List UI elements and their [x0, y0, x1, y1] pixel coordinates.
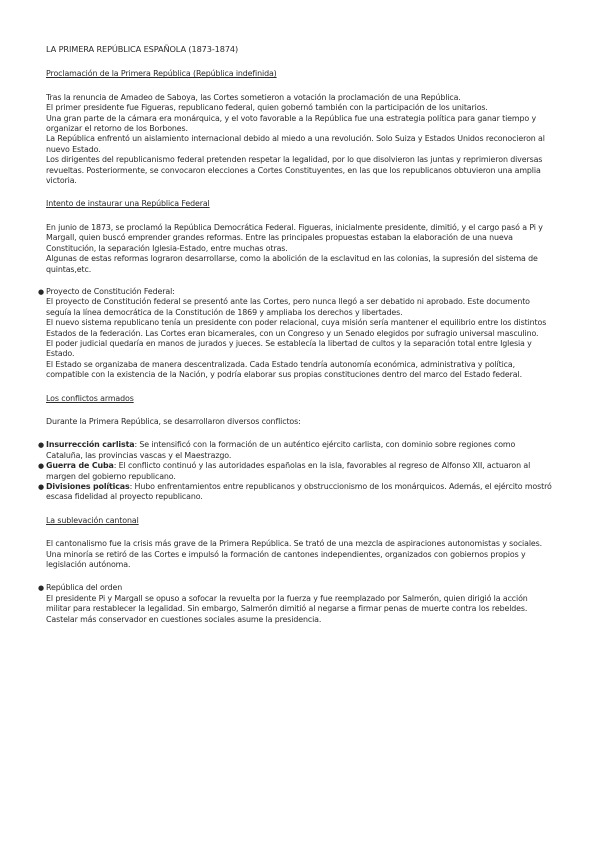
list-item: [38, 286, 554, 381]
section-republica-federal: [38, 199, 554, 380]
section-heading: Los conflictos armados: [46, 393, 134, 403]
paragraph: En junio de 1873, se proclamó la República Democrática Federal. Figueras, inicialmente presidente, dimitió, y el cargo pasó a Pi y Margall, quien buscó emprender grandes reformas. Entre las principales propuestas estaban la elaboración de una nueva Constitución, la separación Iglesia-Estado, entre muchas otras.: [46, 222, 543, 253]
bullet-line: El Estado se organizaba de manera descentralizada. Cada Estado tendría autonomía económica, administrativa y política, compatible con la existencia de la Nación, y podría elaborar sus propias constituciones dentro del marco del Estado federal.: [46, 359, 522, 380]
bullet-icon: ●: [38, 287, 44, 296]
bullet-text: : Se intensificó con la formación de un auténtico ejército carlista, con dominio sobre regiones como Cataluña, las provincias vascas y el Maestrazgo.: [46, 440, 516, 460]
section-heading: Intento de instaurar una República Federal: [46, 199, 210, 209]
section-conflictos: [38, 393, 554, 503]
bullet-term: Insurrección carlista: [46, 440, 135, 450]
bullet-term: Divisiones políticas: [46, 482, 130, 491]
paragraph: Tras la renuncia de Amadeo de Saboya, las Cortes sometieron a votación la proclamación de una República.: [46, 92, 461, 102]
bullet-title: Proyecto de Constitución Federal:: [46, 286, 175, 296]
paragraph: Los dirigentes del republicanismo federal pretenden respetar la legalidad, por lo que disolvieron las juntas y reprimieron diversas revueltas. Posteriormente, se convocaron elecciones a Cortes Constituyentes, en las que los republicanos obtuvieron una amplia victoria.: [46, 155, 543, 186]
bullet-icon: ●: [38, 441, 44, 450]
paragraph: Una gran parte de la cámara era monárquica, y el voto favorable a la República fue una estrategia política para ganar tiempo y organizar el retorno de los Borbones.: [46, 113, 536, 134]
list-item: [38, 461, 554, 482]
bullet-text: : Hubo enfrentamientos entre republicanos y obstruccionismo de los monárquicos. Además, el ejército mostró escasa fidelidad al proyecto republicano.: [46, 482, 552, 502]
paragraph: El primer presidente fue Figueras, republicano federal, quien gobernó también con la participación de los unitarios.: [46, 103, 488, 113]
section-proclamacion: [46, 69, 554, 186]
bullet-line: El poder judicial quedaría en manos de jurados y jueces. Se establecía la libertad de cultos y la separación total entre Iglesia y Estado.: [46, 338, 532, 359]
bullet-list: [38, 583, 554, 625]
bullet-icon: ●: [38, 462, 44, 471]
bullet-icon: ●: [38, 483, 44, 491]
section-heading: Proclamación de la Primera República (República indefinida): [46, 69, 277, 79]
list-item: [38, 482, 554, 503]
list-item: [38, 440, 554, 461]
document-title: LA PRIMERA REPÚBLICA ESPAÑOLA (1873-1874): [46, 44, 239, 54]
bullet-icon: ●: [38, 584, 44, 593]
bullet-term: Guerra de Cuba: [46, 461, 114, 471]
list-item: [38, 583, 554, 625]
document-page: [38, 44, 554, 638]
bullet-line: El nuevo sistema republicano tenía un presidente con poder relacional, cuya misión sería mantener el equilibrio entre los distintos Estados de la federación. Las Cortes eran bicamerales, con un Congreso y un Senado elegidos por sufragio universal masculino.: [46, 318, 547, 338]
paragraph: La República enfrentó un aislamiento internacional debido al miedo a una revolución. Solo Suiza y Estados Unidos reconocieron al nuevo Estado.: [46, 134, 545, 154]
section-sublevacion-cantonal: [38, 515, 554, 625]
bullet-list: [38, 440, 554, 502]
section-intro: Durante la Primera República, se desarrollaron diversos conflictos:: [46, 416, 301, 426]
bullet-title: República del orden: [46, 583, 123, 593]
bullet-line: El proyecto de Constitución federal se presentó ante las Cortes, pero nunca llegó a ser debatido ni aprobado. Este documento seguía la línea democrática de la Constitución de 1869 y ampliaba los derechos y libertades.: [46, 297, 530, 317]
bullet-list: [38, 286, 554, 381]
paragraph: El cantonalismo fue la crisis más grave de la Primera República. Se trató de una mezcla de aspiraciones autonomistas y sociales. Una minoría se retiró de las Cortes e impulsó la formación de cantones independientes, organizados con gobiernos propios y legislación autónoma.: [46, 539, 543, 570]
paragraph: Algunas de estas reformas lograron desarrollarse, como la abolición de la esclavitud en las colonias, la supresión del sistema de quintas,etc.: [46, 254, 538, 274]
section-heading: La sublevación cantonal: [46, 515, 139, 525]
bullet-line: El presidente Pi y Margall se opuso a sofocar la revuelta por la fuerza y fue reemplazado por Salmerón, quien dirigió la acción militar para restablecer la legalidad. Sin embargo, Salmerón dimitió al negarse a firmar penas de muerte contra los rebeldes.: [46, 593, 528, 614]
bullet-line: Castelar más conservador en cuestiones sociales asume la presidencia.: [46, 614, 322, 624]
bullet-text: : El conflicto continuó y las autoridades españolas en la isla, favorables al regreso de Alfonso XII, actuaron al margen del gobierno republicano.: [46, 461, 531, 481]
